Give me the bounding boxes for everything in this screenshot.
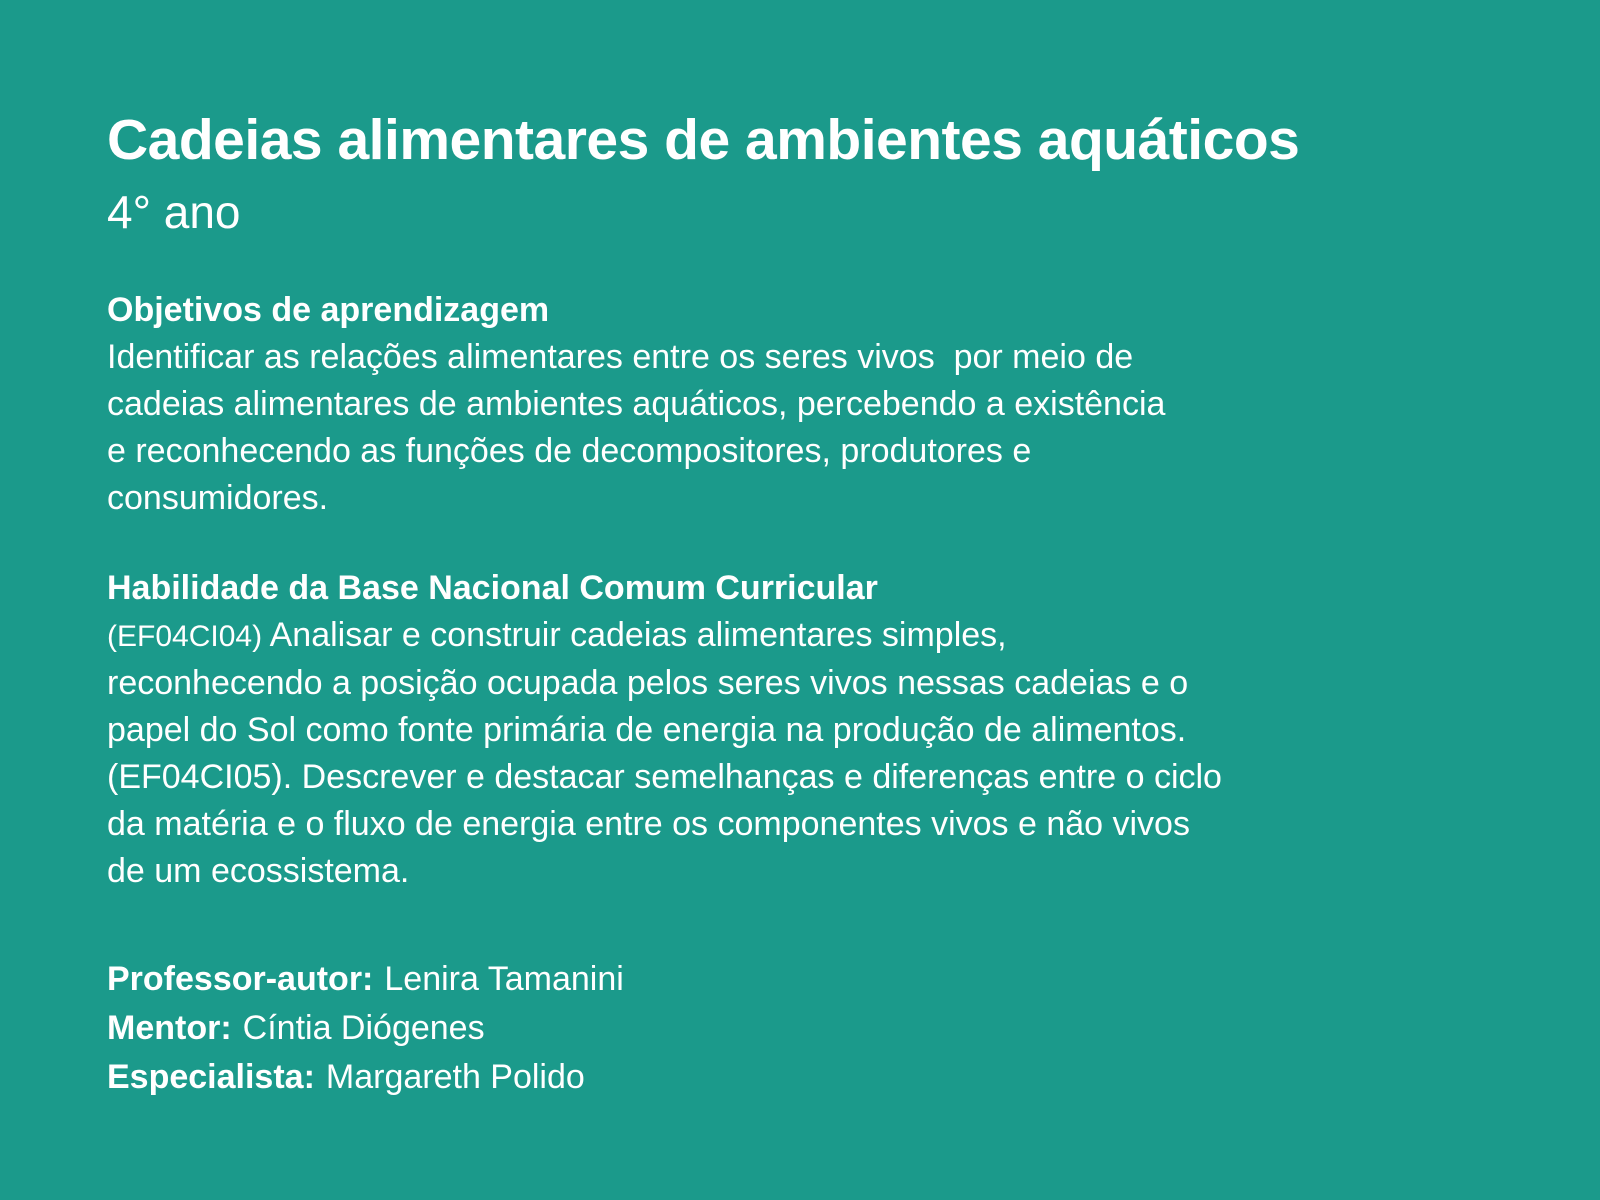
objectives-text-line: e reconhecendo as funções de decompositores, produtores e [107,432,1032,470]
slide-subtitle: 4° ano [107,186,241,238]
credit-label: Professor-autor: [107,960,374,998]
bncc-heading: Habilidade da Base Nacional Comum Curricular [107,569,878,607]
objectives-text-line: Identificar as relações alimentares entre os seres vivos por meio de [107,338,1134,376]
slide-title: Cadeias alimentares de ambientes aquáticos [107,108,1300,172]
bncc-skill-code: (EF04CI04) [107,620,263,653]
bncc-section [107,565,1510,895]
credit-value: Margareth Polido [325,1058,585,1096]
credits-section [107,955,1510,1102]
bncc-text-line: da matéria e o fluxo de energia entre os componentes vivos e não vivos [107,805,1190,843]
credit-professor-autor [107,955,1510,1004]
objectives-text-line: consumidores. [107,479,329,517]
objectives-heading: Objetivos de aprendizagem [107,291,550,329]
credit-value: Cíntia Diógenes [242,1009,485,1047]
credit-value: Lenira Tamanini [384,960,624,998]
credit-label: Mentor: [107,1009,232,1047]
bncc-text-line: reconhecendo a posição ocupada pelos seres vivos nessas cadeias e o [107,664,1189,702]
bncc-text-line: de um ecossistema. [107,852,410,890]
bncc-text-line [107,612,1510,660]
bncc-skill-text: Analisar e construir cadeias alimentares simples, [262,616,1007,654]
credit-especialista [107,1053,1510,1102]
bncc-text-line: (EF04CI05). Descrever e destacar semelhanças e diferenças entre o ciclo [107,758,1222,796]
credit-mentor [107,1004,1510,1053]
objectives-section [107,287,1510,522]
credit-label: Especialista: [107,1058,315,1096]
bncc-text-line: papel do Sol como fonte primária de energia na produção de alimentos. [107,711,1187,749]
objectives-text-line: cadeias alimentares de ambientes aquáticos, percebendo a existência [107,385,1166,423]
